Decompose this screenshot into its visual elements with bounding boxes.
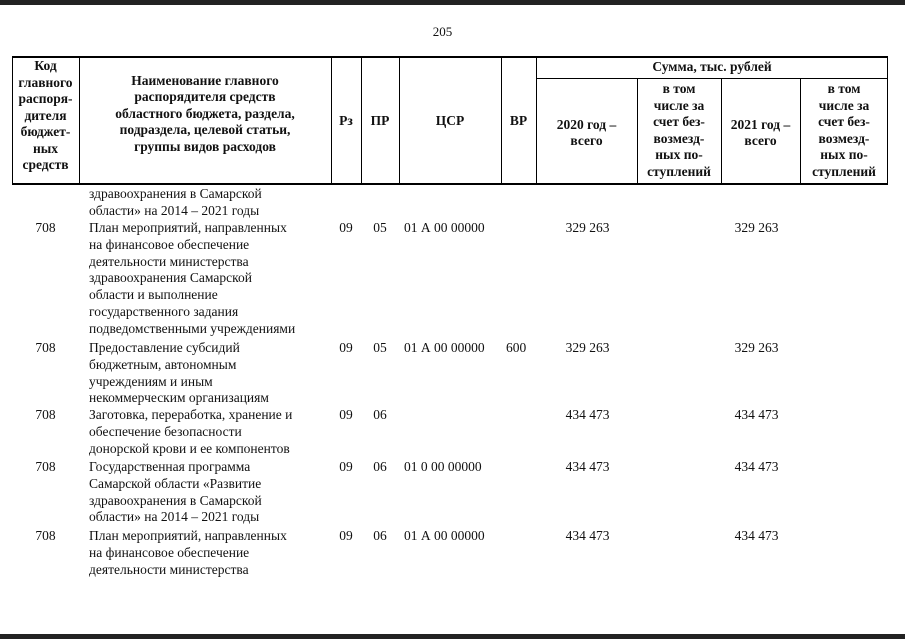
cell-name-line: Предоставление субсидий bbox=[89, 340, 240, 355]
header-name-line: группы видов расходов bbox=[134, 138, 276, 154]
header-2020-free-line: ступлений bbox=[647, 163, 711, 179]
header-2021-free-line: ных по- bbox=[820, 147, 868, 162]
header-vr-line: ВР bbox=[509, 112, 528, 128]
cell-rz: 09 bbox=[339, 407, 353, 422]
header-2021-free bbox=[800, 81, 888, 180]
cell-name-line: учреждениям и иным bbox=[89, 373, 213, 389]
cell-name-line: области» на 2014 – 2021 годы bbox=[89, 509, 260, 525]
cell-pr: 05 bbox=[373, 340, 387, 355]
page-number: 205 bbox=[432, 24, 453, 39]
header-2020-total-line: 2020 год – bbox=[556, 116, 617, 132]
header-2021-free-line: числе за bbox=[818, 97, 870, 113]
header-code-line: главного bbox=[18, 74, 73, 90]
header-code-line: распоря- bbox=[18, 91, 73, 106]
header-csr bbox=[399, 113, 501, 130]
header-2020-free bbox=[637, 81, 721, 180]
cell-code: 708 bbox=[35, 528, 56, 543]
cell-name-line: Заготовка, переработка, хранение и bbox=[89, 407, 293, 422]
cell-2020-total: 329 263 bbox=[565, 340, 610, 355]
cell-2021-total: 434 473 bbox=[734, 459, 779, 474]
header-code-line: ных bbox=[32, 140, 59, 156]
header-name-line: распорядителя средств bbox=[134, 89, 276, 105]
cell-pr: 05 bbox=[373, 220, 387, 235]
header-sum-line: Сумма, тыс. рублей bbox=[652, 58, 772, 74]
cell-name-line: обеспечение безопасности bbox=[89, 423, 242, 439]
header-2021-total-line: всего bbox=[744, 133, 777, 148]
header-name bbox=[79, 73, 331, 156]
cell-name-line: подведомственными учреждениями bbox=[89, 320, 296, 336]
header-pr-line: ПР bbox=[370, 112, 390, 128]
cell-code: 708 bbox=[35, 340, 56, 355]
cell-name-line: здравоохранения в Самарской bbox=[89, 186, 262, 201]
cell-name-line: области» на 2014 – 2021 годы bbox=[89, 202, 260, 218]
header-code-line: бюджет- bbox=[20, 124, 71, 139]
cell-name-line: здравоохранения Самарской bbox=[89, 270, 252, 286]
cell-name-line: План мероприятий, направленных bbox=[89, 528, 287, 543]
header-2021-free-line: в том bbox=[827, 81, 861, 96]
header-pr bbox=[361, 113, 399, 130]
cell-pr: 06 bbox=[373, 528, 387, 543]
cell-rz: 09 bbox=[339, 459, 353, 474]
sum-divider-line bbox=[536, 78, 888, 79]
header-name-line: подраздела, целевой статьи, bbox=[119, 122, 291, 138]
cell-name-line: некоммерческим организациям bbox=[89, 390, 269, 406]
top-border bbox=[0, 0, 905, 5]
header-code-line: Код bbox=[34, 58, 57, 73]
header-top-line bbox=[12, 56, 888, 58]
cell-2020-total: 434 473 bbox=[565, 407, 610, 422]
cell-name-line: на финансовое обеспечение bbox=[89, 236, 250, 252]
header-rz bbox=[331, 113, 361, 130]
cell-name-line: деятельности министерства bbox=[89, 561, 249, 577]
cell-name-line: государственного задания bbox=[89, 304, 239, 319]
cell-csr: 01 А 00 00000 bbox=[404, 220, 485, 235]
header-2020-total bbox=[536, 117, 637, 150]
header-2020-free-line: возмезд- bbox=[653, 130, 705, 146]
cell-2020-total: 434 473 bbox=[565, 528, 610, 543]
header-vr bbox=[501, 113, 536, 130]
header-sum bbox=[536, 59, 888, 76]
header-csr-line: ЦСР bbox=[435, 112, 465, 128]
cell-name-line: Самарской области «Развитие bbox=[89, 475, 262, 491]
cell-2021-total: 329 263 bbox=[734, 220, 779, 235]
bottom-border bbox=[0, 634, 905, 639]
cell-name-line: деятельности министерства bbox=[89, 253, 249, 269]
cell-2021-total: 434 473 bbox=[734, 528, 779, 543]
cell-name-line: Государственная программа bbox=[89, 459, 251, 474]
header-2021-free-line: возмезд- bbox=[818, 130, 870, 146]
cell-code: 708 bbox=[35, 407, 56, 422]
cell-code: 708 bbox=[35, 459, 56, 474]
cell-2021-total: 329 263 bbox=[734, 340, 779, 355]
header-2021-free-line: ступлений bbox=[812, 163, 876, 179]
header-code bbox=[12, 58, 79, 174]
cell-name-line: здравоохранения в Самарской bbox=[89, 492, 262, 508]
cell-csr: 01 А 00 00000 bbox=[404, 340, 485, 355]
cell-name-line: на финансовое обеспечение bbox=[89, 544, 250, 560]
header-2021-total bbox=[721, 117, 800, 150]
cell-rz: 09 bbox=[339, 220, 353, 235]
header-2021-free-line: счет без- bbox=[818, 114, 870, 129]
cell-vr: 600 bbox=[506, 340, 527, 355]
header-rz-line: Рз bbox=[339, 112, 353, 128]
cell-2020-total: 434 473 bbox=[565, 459, 610, 474]
header-2020-free-line: ных по- bbox=[655, 147, 703, 162]
cell-name-line: области и выполнение bbox=[89, 287, 218, 303]
cell-code: 708 bbox=[35, 220, 56, 235]
cell-rz: 09 bbox=[339, 340, 353, 355]
header-2020-free-line: счет без- bbox=[653, 114, 705, 129]
header-name-line: Наименование главного bbox=[131, 72, 279, 88]
cell-name-line: бюджетным, автономным bbox=[89, 356, 237, 372]
cell-2021-total: 434 473 bbox=[734, 407, 779, 422]
header-code-line: дителя bbox=[24, 107, 67, 123]
cell-2020-total: 329 263 bbox=[565, 220, 610, 235]
cell-name-line: донорской крови и ее компонентов bbox=[89, 440, 290, 456]
header-2020-free-line: числе за bbox=[653, 97, 705, 113]
cell-pr: 06 bbox=[373, 459, 387, 474]
cell-csr: 01 А 00 00000 bbox=[404, 528, 485, 543]
header-2020-free-line: в том bbox=[662, 81, 696, 96]
header-bottom-line bbox=[12, 183, 888, 185]
header-code-line: средств bbox=[22, 157, 69, 172]
header-2020-total-line: всего bbox=[570, 133, 603, 148]
header-2021-total-line: 2021 год – bbox=[730, 116, 791, 132]
cell-csr: 01 0 00 00000 bbox=[404, 459, 482, 474]
header-name-line: областного бюджета, раздела, bbox=[115, 105, 295, 121]
cell-name-line: План мероприятий, направленных bbox=[89, 220, 287, 235]
cell-rz: 09 bbox=[339, 528, 353, 543]
cell-pr: 06 bbox=[373, 407, 387, 422]
